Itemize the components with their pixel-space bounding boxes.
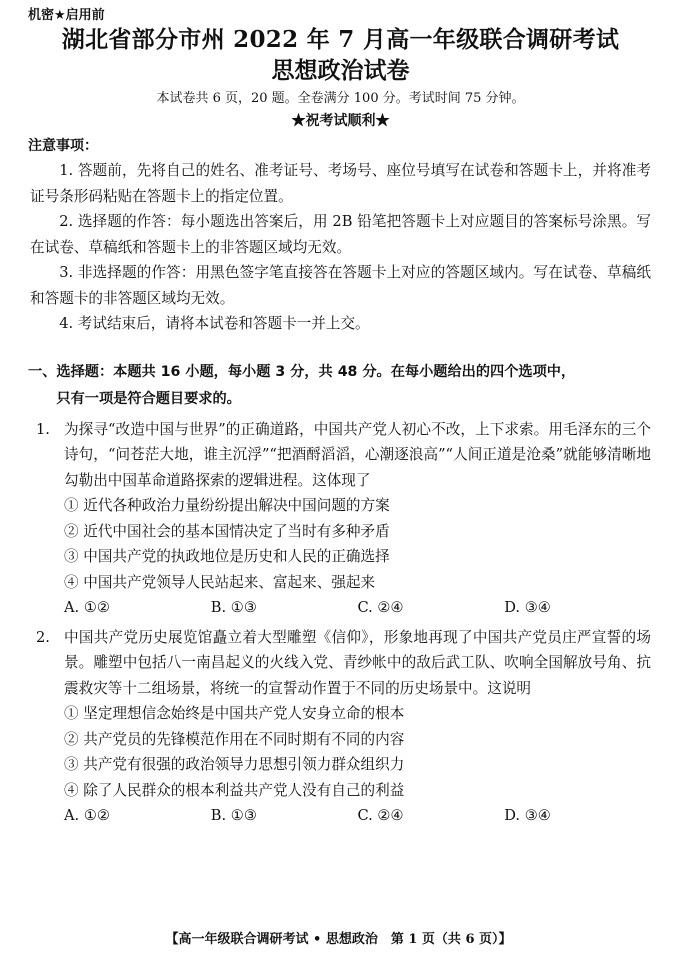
exam-wish: ★祝考试顺利★ — [291, 113, 390, 129]
section-heading — [28, 359, 651, 413]
statement-option: ② 共产党员的先锋模范作用在不同时期有不同的内容 — [64, 730, 405, 748]
choice-d: D. ③④ — [504, 807, 551, 824]
exam-subject-title: 思想政治试卷 — [271, 57, 410, 84]
note-item: 3. 非选择题的作答：用黑色签字笔直接答在答题卡上对应的答题区域内。写在试卷、草稿纸和答题卡的非答题区域均无效。 — [30, 264, 651, 307]
exam-info: 本试卷共 6 页，20 题。全卷满分 100 分。考试时间 75 分钟。 — [156, 91, 525, 106]
question-text: 为探寻“改造中国与世界”的正确道路，中国共产党人初心不改，上下求索。用毛泽东的三个诗句，“问苍茫大地，谁主沉浮”“把酒酹滔滔，心潮逐浪高”“人间正道是沧桑”就能够清晰地勾勒出中国革命道路探索的逻辑进程。这体现了 — [64, 420, 651, 489]
question-text: 中国共产党历史展览馆矗立着大型雕塑《信仰》，形象地再现了中国共产党员庄严宣誓的场景。雕塑中包括八一南昌起义的火线入党、青纱帐中的敌后武工队、吹响全国解放号角、抗震救灾等十二组场景，将统一的宣誓动作置于不同的历史场景中。这说明 — [64, 628, 651, 697]
question-2 — [30, 625, 651, 829]
statement-option: ② 近代中国社会的基本国情决定了当时有多种矛盾 — [64, 522, 390, 540]
note-item: 4. 考试结束后，请将本试卷和答题卡一并上交。 — [59, 315, 370, 332]
notes-title: 注意事项： — [28, 138, 98, 154]
statement-option: ① 近代各种政治力量纷纷提出解决中国问题的方案 — [64, 497, 390, 514]
page-footer: 【高一年级联合调研考试 • 思想政治 第 1 页（共 6 页）】 — [165, 932, 512, 947]
answer-choices — [30, 803, 651, 829]
secret-label: 机密★启用前 — [28, 8, 105, 23]
note-item: 2. 选择题的作答：每小题选出答案后，用 2B 铅笔把答题卡上对应题目的答案标号涂黑。写在试卷、草稿纸和答题卡上的非答题区域均无效。 — [30, 213, 651, 256]
choice-a: A. ①② — [64, 807, 110, 824]
question-number: 2. — [36, 628, 50, 646]
question-1 — [30, 417, 651, 621]
choice-b: B. ①③ — [210, 599, 257, 616]
statement-option: ③ 中国共产党的执政地位是历史和人民的正确选择 — [64, 548, 390, 565]
statement-option: ④ 除了人民群众的根本利益共产党人没有自己的利益 — [64, 781, 405, 799]
question-stem — [30, 625, 651, 702]
choice-a: A. ①② — [64, 599, 110, 616]
section-heading-line1: 一、选择题：本题共 16 小题，每小题 3 分，共 48 分。在每小题给出的四个选项中， — [28, 363, 576, 380]
note-item: 1. 答题前，先将自己的姓名、准考证号、考场号、座位号填写在试卷和答题卡上，并将准考证号条形码粘贴在答题卡上的指定位置。 — [30, 162, 651, 205]
choice-c: C. ②④ — [357, 599, 404, 616]
choice-b: B. ①③ — [210, 807, 257, 824]
choice-d: D. ③④ — [504, 599, 551, 616]
answer-choices — [30, 595, 651, 621]
choice-c: C. ②④ — [357, 807, 404, 824]
statement-option: ③ 共产党有很强的政治领导力思想引领力群众组织力 — [64, 756, 405, 773]
question-stem — [30, 417, 651, 494]
exam-title: 湖北省部分市州 2022 年 7 月高一年级联合调研考试 — [61, 26, 620, 53]
statement-option: ④ 中国共产党领导人民站起来、富起来、强起来 — [64, 573, 376, 591]
section-heading-line2: 只有一项是符合题目要求的。 — [56, 390, 241, 407]
statement-option: ① 坚定理想信念始终是中国共产党人安身立命的根本 — [64, 705, 405, 722]
question-number: 1. — [36, 420, 50, 438]
